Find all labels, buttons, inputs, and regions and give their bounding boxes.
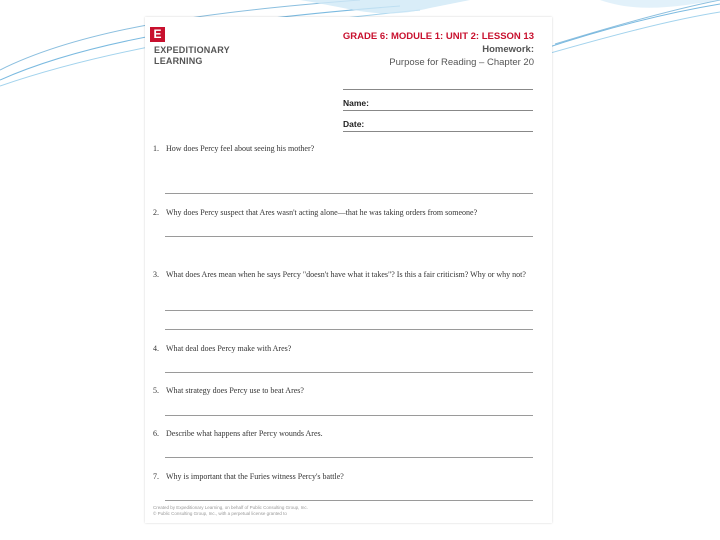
question-number: 7. bbox=[153, 472, 159, 481]
copyright-footer bbox=[153, 505, 353, 517]
question-5 bbox=[153, 385, 545, 396]
question-text: Why is important that the Furies witness Percy's battle? bbox=[166, 472, 344, 481]
footer-line-1: Created by Expeditionary Learning, on behalf of Public Consulting Group, Inc. bbox=[153, 505, 308, 510]
question-text: Why does Percy suspect that Ares wasn't acting alone—that he was taking orders from someone? bbox=[166, 208, 478, 217]
question-3 bbox=[153, 269, 545, 280]
question-text: Describe what happens after Percy wounds Ares. bbox=[166, 429, 323, 438]
question-text: What deal does Percy make with Ares? bbox=[166, 344, 292, 353]
answer-line[interactable] bbox=[165, 415, 533, 416]
answer-line[interactable] bbox=[165, 500, 533, 501]
question-text: How does Percy feel about seeing his mother? bbox=[166, 144, 315, 153]
homework-heading: Homework: bbox=[482, 44, 534, 55]
homework-sheet bbox=[145, 17, 552, 523]
question-number: 1. bbox=[153, 144, 159, 153]
date-label: Date: bbox=[343, 119, 365, 129]
homework-subtitle: Purpose for Reading – Chapter 20 bbox=[389, 57, 534, 68]
answer-line[interactable] bbox=[165, 193, 533, 194]
question-text: What does Ares mean when he says Percy "doesn't have what it takes"? Is this a fair criticism? Why or why not? bbox=[166, 270, 526, 279]
question-1 bbox=[153, 143, 545, 154]
name-label: Name: bbox=[343, 98, 369, 108]
question-number: 6. bbox=[153, 429, 159, 438]
question-number: 5. bbox=[153, 386, 159, 395]
date-field[interactable] bbox=[343, 111, 533, 132]
question-number: 4. bbox=[153, 344, 159, 353]
logo-line-2: LEARNING bbox=[154, 56, 203, 66]
answer-line[interactable] bbox=[165, 310, 533, 311]
question-text: What strategy does Percy use to beat Ares? bbox=[166, 386, 304, 395]
question-7 bbox=[153, 471, 545, 482]
expeditionary-learning-logo bbox=[150, 27, 240, 77]
logo-line-1: EXPEDITIONARY bbox=[154, 45, 230, 55]
logo-text bbox=[154, 45, 244, 67]
question-number: 2. bbox=[153, 208, 159, 217]
answer-line[interactable] bbox=[165, 457, 533, 458]
question-2 bbox=[153, 207, 545, 218]
logo-mark: E bbox=[150, 27, 165, 42]
name-field[interactable] bbox=[343, 90, 533, 111]
answer-line[interactable] bbox=[165, 329, 533, 330]
lesson-heading: GRADE 6: MODULE 1: UNIT 2: LESSON 13 bbox=[342, 31, 534, 42]
answer-line[interactable] bbox=[165, 372, 533, 373]
answer-line[interactable] bbox=[165, 236, 533, 237]
question-6 bbox=[153, 428, 545, 439]
question-4 bbox=[153, 343, 545, 354]
footer-line-2: © Public Consulting Group, Inc., with a perpetual license granted to bbox=[153, 511, 287, 516]
question-number: 3. bbox=[153, 270, 159, 279]
